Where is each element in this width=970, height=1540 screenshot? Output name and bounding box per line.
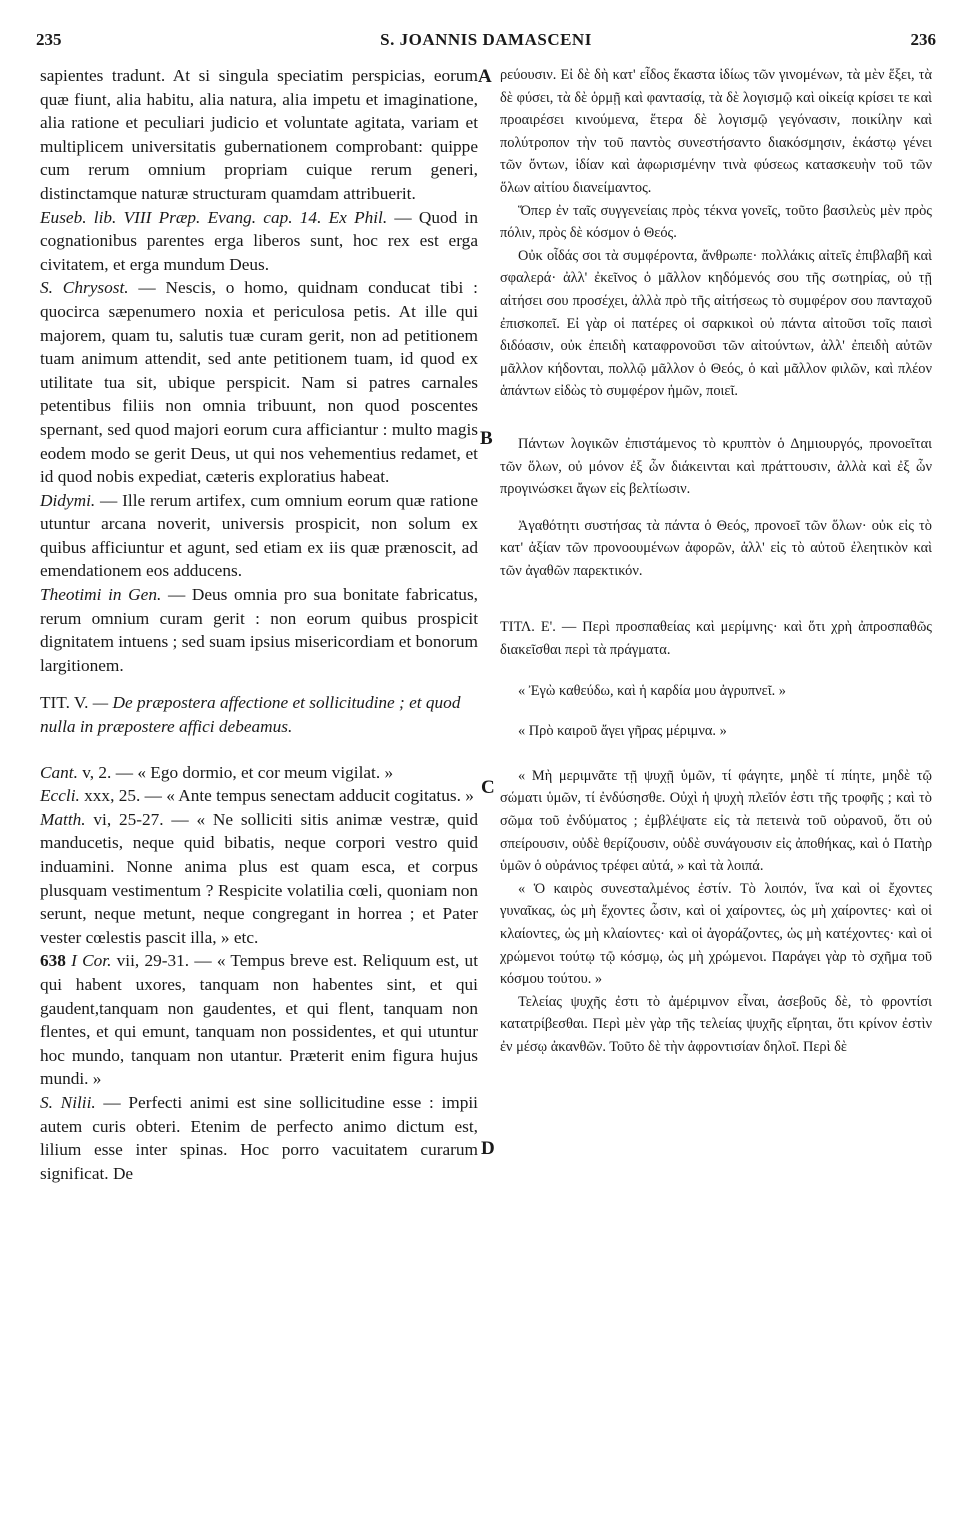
greek-paragraph-2: Ὅπερ ἐν ταῖς συγγενείαις πρὸς τέκνα γονεῖς, τοῦτο βασιλεὺς μὲν πρὸς πόλιν, πρὸς δὲ κόσμον ὁ Θεός. (500, 202, 932, 242)
citation: Didymi. (40, 490, 96, 510)
greek-paragraph-1: ρεύουσιν. Εἰ δὲ δὴ κατ' εἶδος ἕκαστα ἰδίως τῶν γινομένων, τὰ μὲν ἕξει, τὰ δὲ φύσει, τὰ δὲ ὁρμῇ καὶ φαντασίᾳ, τὰ δὲ λογισμῷ καὶ οἰκείᾳ κρίσει τε καὶ προαιρέσει κινούμενα, ἕτερα δὲ λογισμῷ γεγόνασιν, ποικίλην καὶ πολύτροπον τὴν τοῦ παντὸς συνεστήσαντο διακόσμησιν, ἑκάστῳ γένει τῶν ὄντων, ἰδίαν καὶ ἀφωρισμένην τινὰ φύσεως κατασκευὴν τοῦ τῶν ὅλων αἰτίου διανείμαντος. (500, 67, 932, 196)
page-header (36, 30, 936, 56)
latin-section-title: TIT. V. — De præpostera affectione et sollicitudine ; et quod nulla in præpostere affici debeamus. (40, 693, 461, 737)
citation: Euseb. lib. VIII Præp. Evang. cap. 14. Ex Phil. (40, 207, 388, 227)
margin-letter-b: B (480, 428, 493, 449)
page-number-left: 235 (36, 30, 62, 49)
running-title: S. JOANNIS DAMASCENI (380, 30, 592, 49)
latin-quote-2: Eccli. xxx, 25. — « Ante tempus senectam adducit cogitatus. » (40, 786, 474, 806)
margin-letter-a: A (478, 66, 492, 87)
latin-paragraph-3: S. Chrysost. — Nescis, o homo, quidnam conducat tibi : quocirca sæpenumero noxia et periculosa petis. At ille qui majorem, quam tu, salutis tuæ curam gerit, non ad petitionem tuam animum attendit, sed ante petitionem tuam, id quod ex utilitate tua sit, ubique perspicit. Nam si patres carnales petentibus filiis non omnia tribuunt, non quod poscentes spernant, sed quod majori eorum cura afficiantur : multo magis eodem modo se gerit Deus, ut qui nos vehementius redamet, et id quod nobis expediat, cæteris exploratius habeat. (40, 278, 478, 487)
latin-paragraph-1: sapientes tradunt. At si singula speciatim perspicias, eorum quæ fiunt, alia habitu, alia natura, alia impetu et imaginatione, alia ratione et peculiari judicio et voluntate agitata, variam et multiplicem universitatis gubernationem comprobant: quippe cum rerum omnium propriam cuique rerum generi, distinctamque naturæ structuram quamdam attribuerit. (40, 66, 478, 203)
greek-paragraph-5: Ἀγαθότητι συστήσας τὰ πάντα ὁ Θεός, προνοεῖ τῶν ὅλων· οὐκ εἰς τὸ κατ' ἀξίαν τῶν προνοουμένων ἀφορῶν, ἀλλ' εἰς τὸ αὐτοῦ ἐλεητικὸν καὶ τῶν ἀγαθῶν παρεκτικόν. (500, 517, 932, 579)
citation: S. Chrysost. (40, 278, 129, 298)
greek-quote-5: Τελείας ψυχῆς ἐστι τὸ ἀμέριμνον εἶναι, ἀσεβοῦς δὲ, τὸ φροντίσι κατατρίβεσθαι. Περὶ μὲν γὰρ τῆς τελείας ψυχῆς εἴρηται, ὅτι κρίνον ἐστὶν ἐν μέσῳ ἀκανθῶν. Τοῦτο δὲ τὴν ἀφροντισίαν δηλοῖ. Περὶ δὲ (500, 993, 932, 1055)
greek-section-title: ΤΙΤΛ. Ε'. — Περὶ προσπαθείας καὶ μερίμνης· καὶ ὅτι χρὴ ἀπροσπαθῶς διακεῖσθαι περὶ τὰ πράγματα. (500, 619, 932, 659)
page-number-right: 236 (910, 30, 936, 49)
citation: Theotimi in Gen. (40, 585, 162, 605)
column-number: 638 (40, 951, 66, 971)
greek-quote-3: « Μὴ μεριμνᾶτε τῇ ψυχῇ ὑμῶν, τί φάγητε, μηδὲ τί πίητε, μηδὲ τῷ σώματι ὑμῶν, τί ἐνδύσησθε. Οὐχὶ ἡ ψυχὴ πλεῖόν ἐστι τῆς τροφῆς ; καὶ τὸ σῶμα τοῦ ἐνδύματος ; ἐμβλέψατε εἰς τὰ πετεινὰ τοῦ οὐρανοῦ, ὅτι οὐ σπείρουσιν, οὐδὲ θερίζουσιν, οὐδὲ συνάγουσιν εἰς ἀποθήκας, καὶ ὁ Πατὴρ ὑμῶν ὁ οὐράνιος τρέφει αὐτά, » καὶ τὰ λοιπά. (500, 767, 932, 875)
margin-letter-c: C (481, 777, 495, 798)
greek-quote-4: « Ὁ καιρὸς συνεσταλμένος ἐστίν. Τὸ λοιπόν, ἵνα καὶ οἱ ἔχοντες γυναῖκας, ὡς μὴ ἔχοντες ὦσιν, καὶ οἱ χαίροντες, ὡς μὴ χαίροντες· καὶ οἱ κλαίοντες, ὡς μὴ κλαίοντες· καὶ οἱ ἀγοράζοντες, ὡς μὴ κατέχοντες· καὶ οἱ χρώμενοι τούτῳ τῷ κόσμῳ, ὡς μὴ χρώμενοι. Παράγει γὰρ τὸ σχῆμα τοῦ κόσμου τούτου. » (500, 880, 932, 988)
latin-quote-4: 638 I Cor. vii, 29-31. — « Tempus breve est. Reliquum est, ut qui habent uxores, tanquam non habentes sint, et qui gaudent,tanquam non gaudentes, et qui flent, tanquam non flentes, et qui emunt, tanquam non possidentes, et qui utuntur hoc mundo, tanquam non utantur. Præterit enim figura hujus mundi. » (40, 951, 478, 1089)
latin-quote-1: Cant. v, 2. — « Ego dormio, et cor meum vigilat. » (40, 762, 394, 782)
greek-column (500, 64, 932, 1059)
greek-paragraph-4: Πάντων λογικῶν ἐπιστάμενος τὸ κρυπτὸν ὁ Δημιουργός, προνοεῖται τῶν ὅλων, οὐ μόνον ἐξ ὧν διάκεινται καὶ πράττουσιν, ἀλλὰ καὶ ἐξ ὧν προγινώσκει ἄγων εἰς βελτίωσιν. (500, 435, 932, 498)
latin-paragraph-2: Euseb. lib. VIII Præp. Evang. cap. 14. Ex Phil. — Quod in cognationibus parentes erga liberos sunt, hoc rex est erga civitatem, et erga mundum Deus. (40, 207, 478, 274)
latin-quote-5: S. Nilii. — Perfecti animi est sine sollicitudine esse : impii autem curis obteri. Etenim de perfecto animo dictum est, lilium esse inter spinas. Hoc porro vacuitatem curarum significat. De (40, 1092, 478, 1183)
latin-paragraph-5: Theotimi in Gen. — Deus omnia pro sua bonitate fabricatus, rerum omnium curam gerit : non eorum quibus prospicit dignitatem intuens ; sed suam ipsius misericordiam et bonorum largitionem. (40, 585, 478, 675)
latin-quote-3: Matth. vi, 25-27. — « Ne solliciti sitis animæ vestræ, quid manducetis, neque quid bibatis, neque corpori vestro quid induamini. Nonne anima plus est quam esca, et corpus plusquam vestimentum ? Respicite volatilia cœli, quoniam non serunt, neque metunt, neque congregant in horrea ; et Pater vester cœlestis pascit illa, » etc. (40, 809, 478, 947)
greek-quote-2: « Πρὸ καιροῦ ἄγει γῆρας μέριμνα. » (518, 723, 727, 740)
latin-column (40, 64, 478, 1185)
greek-quote-1: « Ἐγὼ καθεύδω, καὶ ἡ καρδία μου ἀγρυπνεῖ. » (518, 682, 786, 699)
margin-letter-d: D (481, 1138, 495, 1159)
greek-paragraph-3: Οὐκ οἶδάς σοι τὰ συμφέροντα, ἄνθρωπε· πολλάκις αἰτεῖς ἐπιβλαβῆ καὶ σφαλερά· ἀλλ' ἐκεῖνος ὁ μᾶλλον κηδόμενός σου τῆς σωτηρίας, οὐ τῇ αἰτήσει σου προσέχει, ἀλλὰ πρὸ τῆς αἰτήσεως τὸ συμφέρον σου πανταχοῦ ἐπισκοπεῖ. Εἰ γὰρ οἱ πατέρες οἱ σαρκικοὶ οὐ πάντα αἰτοῦσι τοῖς παισὶ διδόασιν, οὐκ ἐπειδὴ καταφρονοῦσι τῶν αἰτούντων, ἀλλ' ἐπειδὴ αὐτῶν μᾶλλον κήδονται, πολλῷ μᾶλλον ὁ Θεός, ὁ καὶ μᾶλλον φιλῶν, καὶ πλέον ἁπάντων εἰδὼς τὸ συμφέρον ἡμῶν, ποιεῖ. (500, 247, 932, 400)
latin-paragraph-4: Didymi. — Ille rerum artifex, cum omnium eorum quæ ratione utuntur arcana noverit, universis prospicit, non solum ex quibus afficiuntur et agunt, sed etiam ex iis quæ prænoscit, ad emendationem eos adducens. (40, 490, 478, 581)
